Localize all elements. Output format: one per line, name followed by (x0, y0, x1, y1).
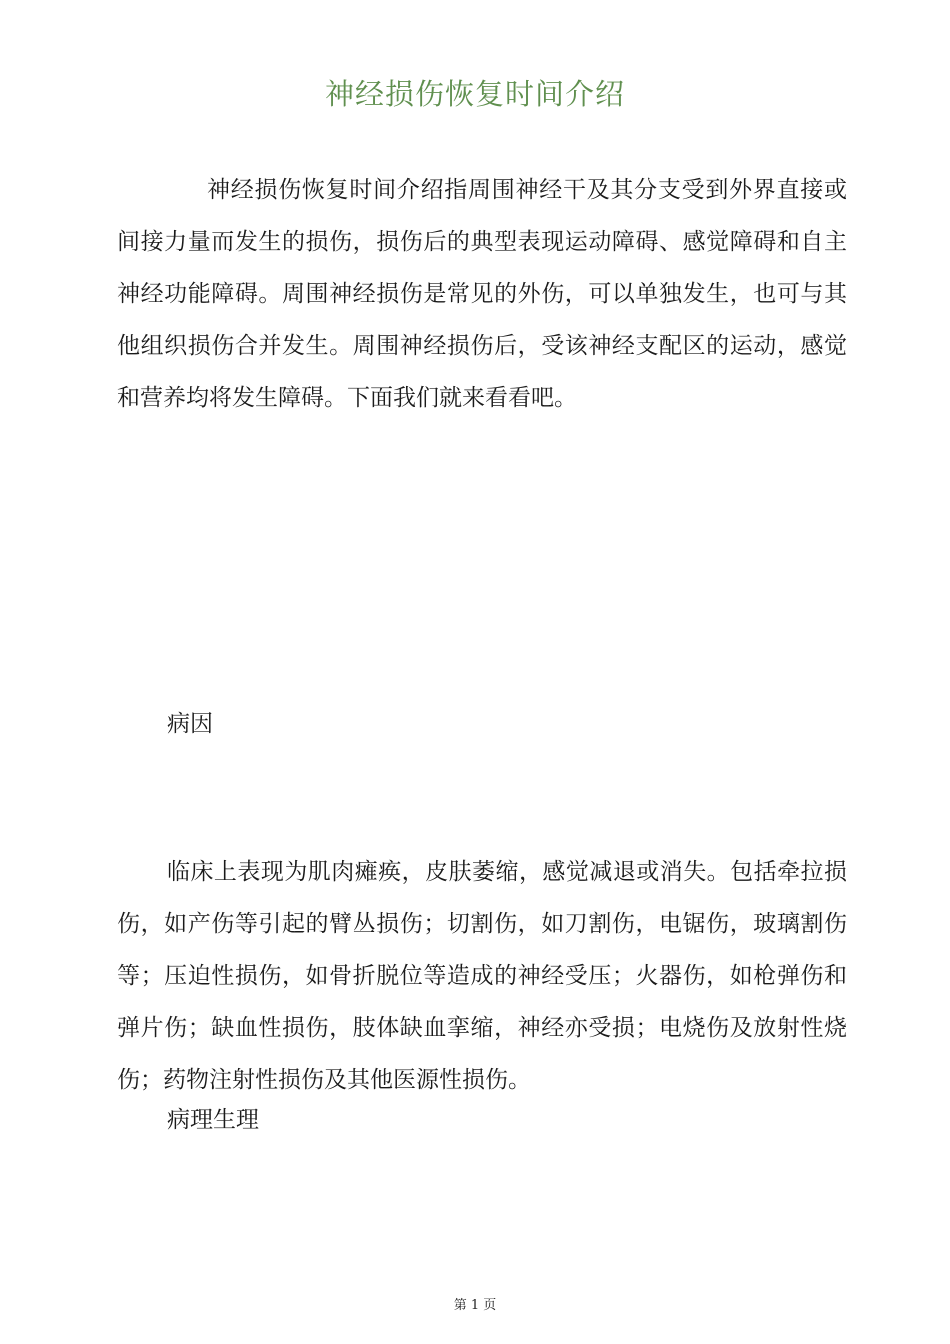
intro-paragraph: 神经损伤恢复时间介绍指周围神经干及其分支受到外界直接或间接力量而发生的损伤，损伤后的典型表现运动障碍、感觉障碍和自主神经功能障碍。周围神经损伤是常见的外伤，可以单独发生，也可与其他组织损伤合并发生。周围神经损伤后，受该神经支配区的运动，感觉和营养均将发生障碍。下面我们就来看看吧。 (117, 177, 847, 411)
section-heading-pathophysiology: 病理生理 (167, 1107, 259, 1133)
page-number: 第 1 页 (453, 1298, 497, 1313)
document-title: 神经损伤恢复时间介绍 (324, 77, 625, 111)
section-heading-cause: 病因 (167, 711, 213, 737)
cause-paragraph: 临床上表现为肌肉瘫痪，皮肤萎缩，感觉减退或消失。包括牵拉损伤，如产伤等引起的臂丛损伤；切割伤，如刀割伤，电锯伤，玻璃割伤等；压迫性损伤，如骨折脱位等造成的神经受压；火器伤，如枪弹伤和弹片伤；缺血性损伤，肢体缺血挛缩，神经亦受损；电烧伤及放射性烧伤；药物注射性损伤及其他医源性损伤。 (117, 859, 847, 1093)
